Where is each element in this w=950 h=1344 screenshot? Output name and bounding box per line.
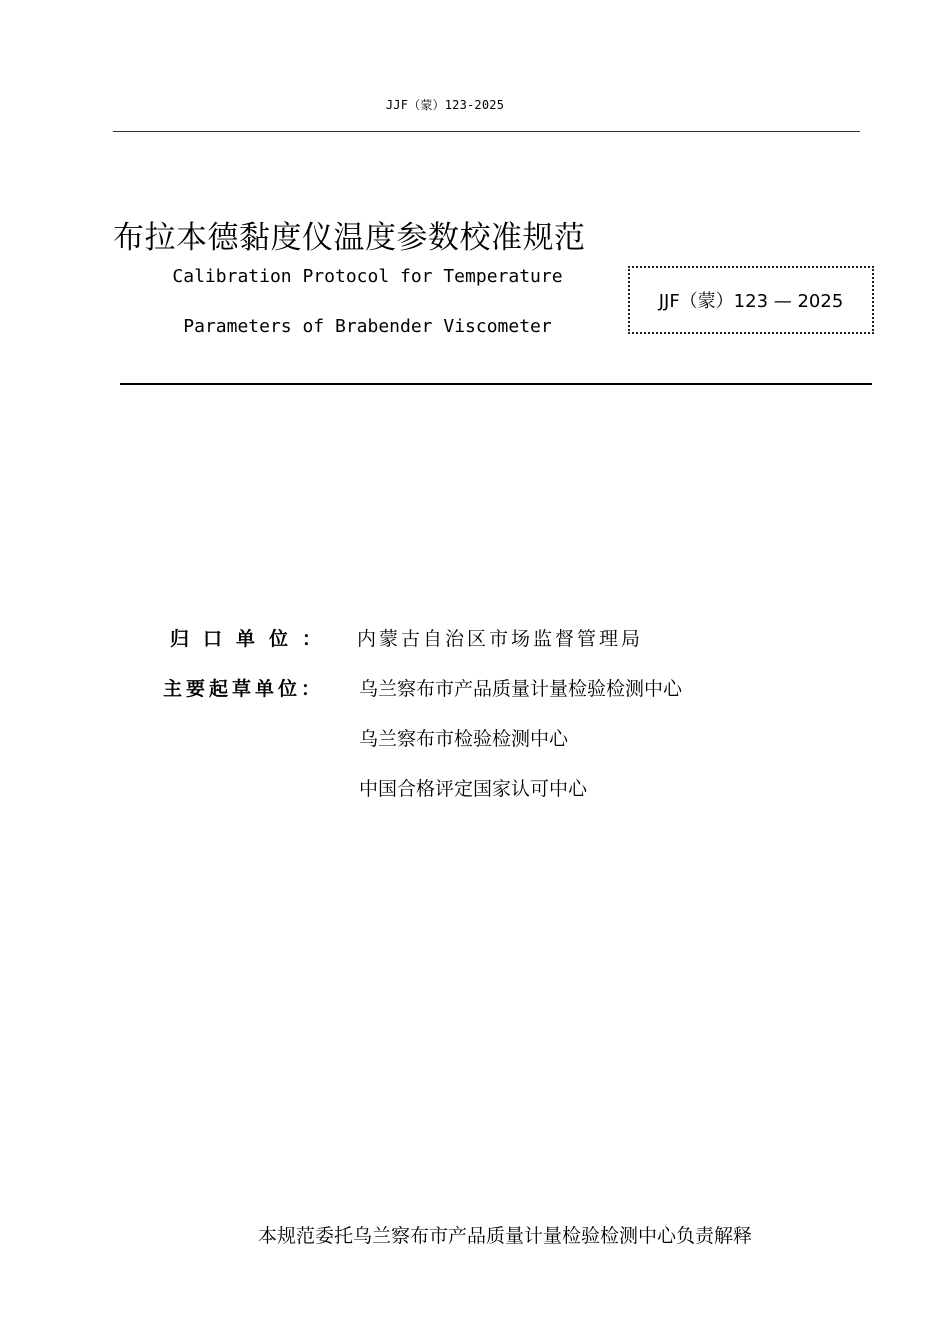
responsible-unit-value: 内蒙古自治区市场监督管理局 <box>357 628 644 650</box>
interpretation-note: 本规范委托乌兰察布市产品质量计量检验检测中心负责解释 <box>257 1225 752 1247</box>
standard-code-text: JJF（蒙）123 — 2025 <box>658 291 844 312</box>
responsible-unit-label: 归口单位： <box>170 628 336 650</box>
standard-code-box <box>628 266 874 334</box>
title-divider <box>120 383 872 385</box>
header-standard-code: JJF（蒙）123-2025 <box>385 98 505 112</box>
drafting-unit-item: 乌兰察布市检验检测中心 <box>359 728 569 750</box>
drafting-unit-item: 中国合格评定国家认可中心 <box>359 778 588 800</box>
header-divider <box>113 131 860 132</box>
document-title-english-line2: Parameters of Brabender Viscometer <box>183 316 552 337</box>
drafting-unit-label: 主要起草单位： <box>163 678 325 700</box>
drafting-unit-item: 乌兰察布市产品质量计量检验检测中心 <box>359 678 683 700</box>
document-title-english-line1: Calibration Protocol for Temperature <box>172 266 563 287</box>
document-title-chinese: 布拉本德黏度仪温度参数校准规范 <box>113 220 586 256</box>
